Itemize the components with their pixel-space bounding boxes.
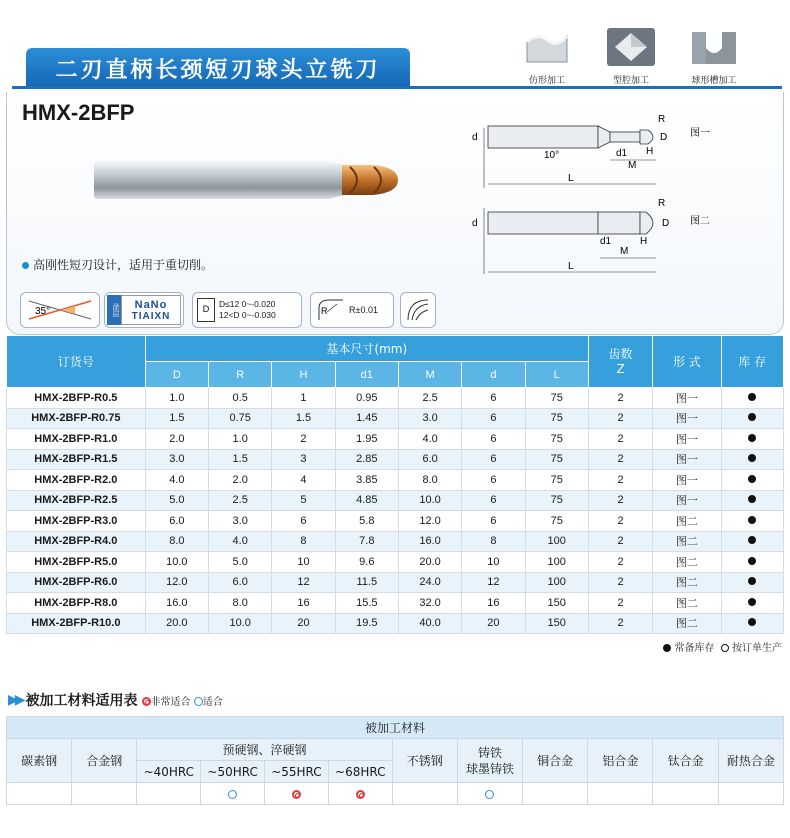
cell-D: 1.0 [145,388,208,409]
header-M: M [398,362,461,388]
model-number: HMX-2BFP [22,100,135,125]
cell-stock [721,613,783,634]
in-stock-icon [663,644,671,652]
material-rating-row [7,783,784,805]
cell-M: 6.0 [398,449,461,470]
label-l: L [568,173,574,184]
process-label: 球形槽加工 [691,76,737,86]
material-alloy-steel: 合金钢 [72,739,137,783]
suitable-icon [228,790,237,799]
header-d1: d1 [335,362,398,388]
cell-M: 2.5 [398,388,461,409]
cell-form: 图二 [653,531,721,552]
cell-code: HMX-2BFP-R8.0 [7,593,146,614]
process-label: 仿形加工 [528,76,565,86]
header-d: d [462,362,525,388]
title-underline [12,86,782,89]
cell-code: HMX-2BFP-R3.0 [7,511,146,532]
table-row [7,511,784,532]
cell-form: 图一 [653,388,721,409]
cell-M: 3.0 [398,408,461,429]
cell-H: 6 [272,511,335,532]
cell-M: 20.0 [398,552,461,573]
in-stock-icon [748,516,756,524]
cell-code: HMX-2BFP-R1.5 [7,449,146,470]
cell-L: 150 [525,613,588,634]
cell-code: HMX-2BFP-R2.0 [7,470,146,491]
cell-H: 8 [272,531,335,552]
cell-stock [721,388,783,409]
cell-d1: 4.85 [335,490,398,511]
cell-L: 100 [525,531,588,552]
cell-code: HMX-2BFP-R2.5 [7,490,146,511]
cell-d: 16 [462,593,525,614]
cell-H: 16 [272,593,335,614]
cell-M: 4.0 [398,429,461,450]
figure-1-label: 图一 [690,128,710,139]
cell-L: 100 [525,572,588,593]
cell-stock [721,470,783,491]
table-row [7,552,784,573]
cell-L: 75 [525,388,588,409]
cell-d1: 19.5 [335,613,398,634]
cell-Z: 2 [588,511,652,532]
contour-machining-icon [523,28,571,66]
cell-R: 2.5 [209,490,272,511]
cell-H: 5 [272,490,335,511]
cavity-machining-icon [607,28,655,66]
cell-d: 6 [462,511,525,532]
ball-nose-icon [404,296,432,324]
cell-L: 75 [525,511,588,532]
label-r: R [658,198,666,209]
cell-L: 75 [525,449,588,470]
label-m: M [620,246,629,257]
figure-2-label: 图二 [690,216,710,227]
cell-D: 4.0 [145,470,208,491]
in-stock-icon [748,577,756,585]
cell-form: 图一 [653,408,721,429]
rating-cell [201,783,265,805]
header-stock: 库 存 [721,336,783,388]
cell-L: 100 [525,552,588,573]
cell-R: 1.5 [209,449,272,470]
cell-R: 3.0 [209,511,272,532]
cell-D: 6.0 [145,511,208,532]
material-titanium: 钛合金 [653,739,718,783]
diameter-icon: D [197,298,215,322]
header-order-code: 订货号 [7,336,146,388]
coating-name: NaNo [134,298,168,311]
cell-M: 16.0 [398,531,461,552]
in-stock-icon [748,454,756,462]
cell-d1: 3.85 [335,470,398,491]
tolerance-line-1: D≤12 0~-0.020 [219,299,276,309]
coating-badge [104,292,184,328]
cell-H: 10 [272,552,335,573]
cell-M: 10.0 [398,490,461,511]
rating-cell [718,783,783,805]
in-stock-icon [748,598,756,606]
cell-D: 1.5 [145,408,208,429]
cell-L: 75 [525,490,588,511]
cell-R: 10.0 [209,613,272,634]
helix-angle-badge [20,292,100,328]
tolerance-line-2: 12<D 0~-0.030 [219,310,276,320]
cell-form: 图二 [653,593,721,614]
ball-groove-machining-icon [690,28,738,66]
cell-R: 4.0 [209,531,272,552]
cell-L: 75 [525,408,588,429]
label-d: d [472,218,478,229]
table-row [7,613,784,634]
process-cavity [603,28,659,86]
cell-Z: 2 [588,572,652,593]
rating-cell [523,783,588,805]
cell-d: 12 [462,572,525,593]
cell-stock [721,572,783,593]
material-carbon-steel: 碳素钢 [7,739,72,783]
rating-cell [588,783,653,805]
in-stock-icon [748,536,756,544]
material-aluminum: 铝合金 [588,739,653,783]
table-row [7,470,784,491]
cell-Z: 2 [588,449,652,470]
cell-H: 12 [272,572,335,593]
cell-d1: 2.85 [335,449,398,470]
cell-stock [721,408,783,429]
cell-form: 图二 [653,572,721,593]
cell-R: 1.0 [209,429,272,450]
cell-d: 6 [462,470,525,491]
rating-cell [265,783,329,805]
materials-heading: ▶▶ 被加工材料适用表 非常适合 适合 [8,692,223,709]
very-suitable-icon [356,790,365,799]
hrc-50: ~50HRC [201,761,265,783]
cell-M: 8.0 [398,470,461,491]
header-H: H [272,362,335,388]
material-cast-iron: 铸铁 球墨铸铁 [457,739,522,783]
cell-d1: 15.5 [335,593,398,614]
cell-d: 6 [462,449,525,470]
in-stock-icon [748,557,756,565]
table-row [7,490,784,511]
bullet-icon [22,262,29,269]
table-row [7,572,784,593]
header-D: D [145,362,208,388]
materials-table [6,716,784,805]
cell-d1: 0.95 [335,388,398,409]
cell-D: 12.0 [145,572,208,593]
label-dd: D [662,218,670,229]
cell-H: 1 [272,388,335,409]
cell-d1: 11.5 [335,572,398,593]
label-angle: 10° [544,150,560,161]
label-l: L [568,261,574,272]
process-contour [519,28,575,86]
cell-Z: 2 [588,408,652,429]
table-row [7,593,784,614]
cell-H: 4 [272,470,335,491]
materials-group-header: 被加工材料 [7,717,784,739]
in-stock-icon [748,413,756,421]
label-d1: d1 [616,148,628,159]
radius-tolerance: R±0.01 [349,305,378,315]
hrc-55: ~55HRC [265,761,329,783]
cell-stock [721,552,783,573]
label-dd: D [660,132,668,143]
cell-M: 32.0 [398,593,461,614]
cell-code: HMX-2BFP-R1.0 [7,429,146,450]
cell-M: 40.0 [398,613,461,634]
material-heat-resistant: 耐热合金 [718,739,783,783]
radius-icon [317,298,345,322]
radius-tolerance-badge [310,292,394,328]
header-L: L [525,362,588,388]
cell-d1: 7.8 [335,531,398,552]
cell-Z: 2 [588,613,652,634]
table-row [7,449,784,470]
table-row [7,429,784,450]
cell-Z: 2 [588,552,652,573]
label-d1: d1 [600,236,612,247]
table-row [7,408,784,429]
cell-Z: 2 [588,429,652,450]
table-row [7,388,784,409]
label-h: H [646,146,654,157]
cell-D: 8.0 [145,531,208,552]
cell-stock [721,429,783,450]
label-d: d [472,132,478,143]
cell-Z: 2 [588,531,652,552]
cell-d: 8 [462,531,525,552]
end-mill-photo [92,155,402,205]
cell-R: 5.0 [209,552,272,573]
cell-H: 3 [272,449,335,470]
suitable-icon [194,697,203,706]
process-label: 型腔加工 [612,76,649,86]
cell-D: 5.0 [145,490,208,511]
table-row [7,531,784,552]
cell-code: HMX-2BFP-R6.0 [7,572,146,593]
cell-Z: 2 [588,388,652,409]
cell-form: 图一 [653,470,721,491]
coating-side-label: 涂层 [107,295,121,325]
cell-H: 20 [272,613,335,634]
cell-d: 20 [462,613,525,634]
cell-d: 6 [462,429,525,450]
label-m: M [628,160,637,171]
hrc-68: ~68HRC [328,761,392,783]
cell-form: 图一 [653,490,721,511]
in-stock-icon [748,475,756,483]
process-ball-groove [686,28,742,86]
cell-stock [721,449,783,470]
cell-stock [721,511,783,532]
coating-type: TIAIXN [131,310,171,322]
header-form: 形 式 [653,336,721,388]
feature-text: 高刚性短刃设计，适用于重切削。 [22,256,213,273]
in-stock-icon [748,495,756,503]
specification-table [6,335,784,634]
cell-R: 8.0 [209,593,272,614]
cell-code: HMX-2BFP-R5.0 [7,552,146,573]
cell-form: 图二 [653,511,721,532]
cell-d: 10 [462,552,525,573]
diameter-tolerance-badge [192,292,302,328]
rating-cell [457,783,522,805]
cell-code: HMX-2BFP-R0.5 [7,388,146,409]
helix-angle-value: 35° [35,306,51,317]
header-flutes: 齿数 Z [588,336,652,388]
rating-cell [72,783,137,805]
cell-R: 0.5 [209,388,272,409]
cell-D: 3.0 [145,449,208,470]
cell-d: 6 [462,388,525,409]
in-stock-icon [748,434,756,442]
cell-d1: 5.8 [335,511,398,532]
rating-cell [392,783,457,805]
rating-cell [653,783,718,805]
cell-code: HMX-2BFP-R0.75 [7,408,146,429]
cell-form: 图二 [653,552,721,573]
cell-D: 10.0 [145,552,208,573]
material-hardened-steel: 预硬钢、淬硬钢 [137,739,392,761]
cell-stock [721,531,783,552]
cell-R: 0.75 [209,408,272,429]
cell-R: 6.0 [209,572,272,593]
cell-H: 1.5 [272,408,335,429]
cell-D: 2.0 [145,429,208,450]
cell-d: 6 [462,408,525,429]
cell-d1: 1.95 [335,429,398,450]
cell-stock [721,593,783,614]
stock-legend: 常备库存 按订单生产 [663,639,782,654]
rating-cell [137,783,201,805]
cell-L: 150 [525,593,588,614]
cell-D: 16.0 [145,593,208,614]
label-h: H [640,236,648,247]
cell-d1: 1.45 [335,408,398,429]
cell-L: 75 [525,470,588,491]
rating-cell [7,783,72,805]
ball-nose-badge [400,292,436,328]
in-stock-icon [748,393,756,401]
very-suitable-icon [142,697,151,706]
cell-Z: 2 [588,470,652,491]
double-arrow-icon: ▶▶ [8,692,22,708]
hrc-40: ~40HRC [137,761,201,783]
cell-form: 图一 [653,449,721,470]
header-R: R [209,362,272,388]
cell-H: 2 [272,429,335,450]
suitable-icon [485,790,494,799]
material-copper: 铜合金 [523,739,588,783]
material-stainless: 不锈钢 [392,739,457,783]
very-suitable-icon [292,790,301,799]
cell-L: 75 [525,429,588,450]
cell-d: 6 [462,490,525,511]
cell-M: 24.0 [398,572,461,593]
cell-R: 2.0 [209,470,272,491]
cell-D: 20.0 [145,613,208,634]
made-to-order-icon [721,644,729,652]
cell-form: 图一 [653,429,721,450]
cell-Z: 2 [588,593,652,614]
cell-form: 图二 [653,613,721,634]
rating-cell [328,783,392,805]
cell-Z: 2 [588,490,652,511]
cell-d1: 9.6 [335,552,398,573]
cell-code: HMX-2BFP-R10.0 [7,613,146,634]
page-title: 二刃直柄长颈短刃球头立铣刀 [26,48,410,88]
label-r: R [658,114,666,125]
cell-M: 12.0 [398,511,461,532]
header-basic-size: 基本尺寸(mm) [145,336,588,362]
svg-text:R: R [321,306,328,316]
cell-stock [721,490,783,511]
cell-code: HMX-2BFP-R4.0 [7,531,146,552]
in-stock-icon [748,618,756,626]
helix-angle-icon [21,293,99,327]
dimension-drawings [460,108,780,288]
